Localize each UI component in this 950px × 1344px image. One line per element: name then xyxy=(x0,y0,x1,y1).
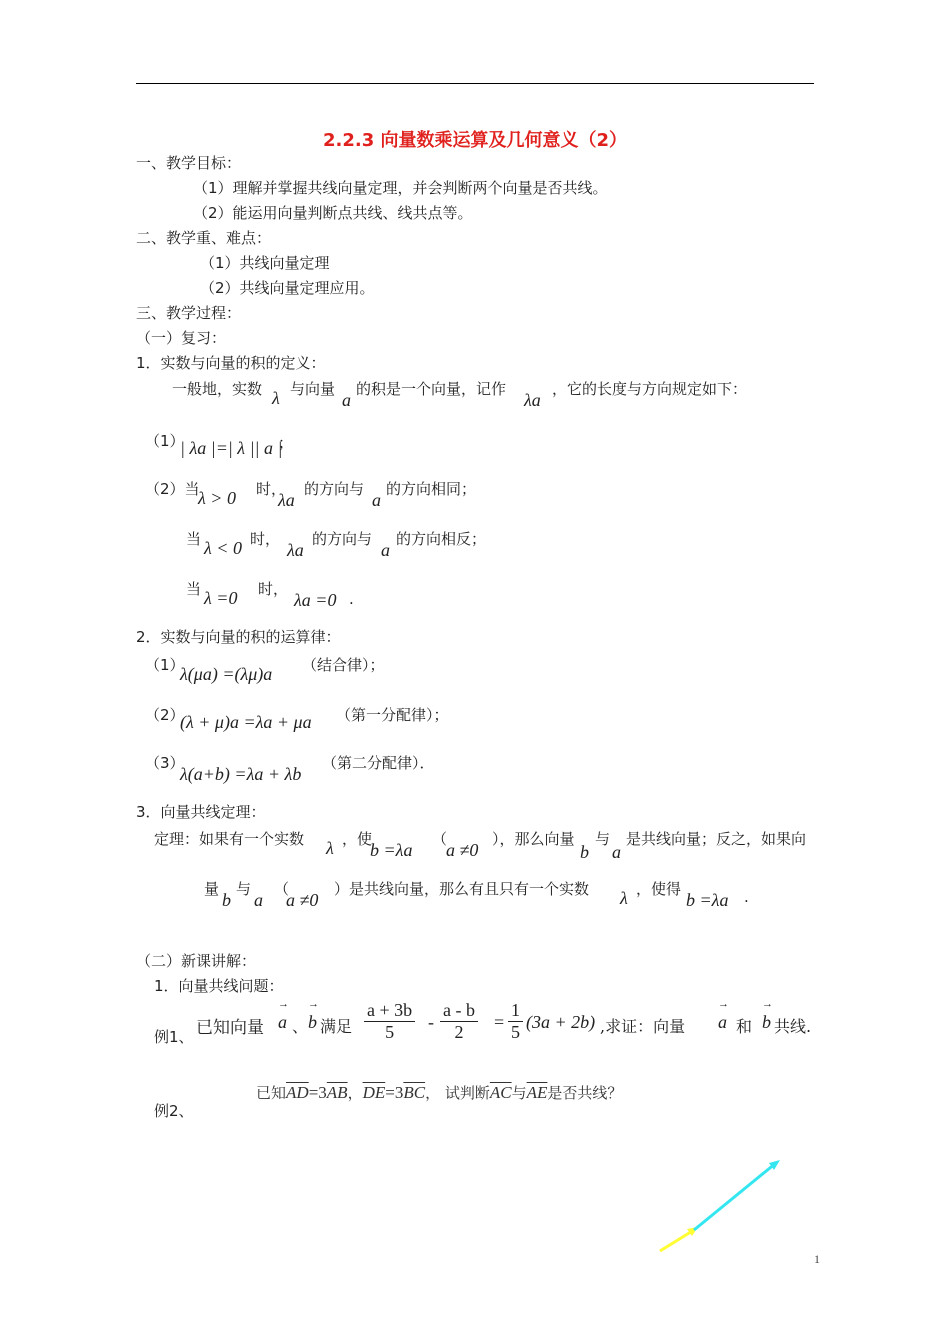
case-2-lambda-a: λa xyxy=(278,490,295,510)
theorem-condition-2: a ≠0 xyxy=(286,890,319,910)
section-heading-process: 三、教学过程： xyxy=(136,304,242,322)
collinear-arrows-figure xyxy=(650,1150,790,1260)
example-1-vector-a-2: → a xyxy=(718,1012,727,1033)
example-1-minus: - xyxy=(428,1012,434,1032)
collinear-problem-heading: 1．向量共线问题： xyxy=(154,977,284,995)
example-2-DE: $\overline{DE}$ xyxy=(362,1083,386,1102)
theorem-text-8: ）是共线向量，那么有且只有一个实数 xyxy=(334,880,590,898)
case-3-a: a xyxy=(381,540,390,560)
example-1-text-pre: 已知向量 xyxy=(196,1018,264,1038)
example-2-comma: ， xyxy=(347,1084,363,1102)
case-2-condition: λ > 0 xyxy=(198,488,236,508)
example-1-sep: 、 xyxy=(292,1017,309,1036)
case-1-label: （1） xyxy=(145,432,185,450)
intro-lambda: λ xyxy=(272,388,280,408)
law-3-formula: λ(a+b) =λa + λb xyxy=(180,764,302,784)
example-2-BC: $\overline{BC}$ xyxy=(403,1083,426,1102)
law-1-note: （结合律）； xyxy=(302,656,385,674)
example-1-end: 共线. xyxy=(774,1017,812,1036)
example-1-rhs: (3a + 2b) xyxy=(526,1012,596,1032)
example-2-AC: $\overline{AC}$ xyxy=(489,1083,512,1102)
theorem-text-9: ，使得 xyxy=(636,880,682,898)
example-1-fraction-2: $\frac{a - b}{2}$ xyxy=(440,1000,478,1043)
law-2-note: （第一分配律）； xyxy=(336,706,449,724)
theorem-lambda-1: λ xyxy=(326,838,334,858)
example-1-vector-b: → b xyxy=(308,1012,317,1033)
example-1-vector-b-2: → b xyxy=(762,1012,771,1033)
theorem-equation-1: b =λa xyxy=(370,840,413,860)
section-heading-key-points: 二、教学重、难点： xyxy=(136,229,272,247)
page-title: 2.2.3 向量数乘运算及几何意义（2） xyxy=(322,130,628,151)
intro-text-1: 一般地，实数 xyxy=(172,380,263,398)
law-1-formula: λ(μa) =(λμ)a xyxy=(180,664,273,684)
example-1-vector-a: → a xyxy=(278,1012,287,1033)
key-point-item-1: （1）共线向量定理 xyxy=(200,254,330,272)
case-3-pre: 当 xyxy=(186,530,202,548)
long-arrow-line xyxy=(694,1163,776,1230)
example-2-text xyxy=(256,1082,622,1103)
example-1-label: 例1、 xyxy=(154,1028,194,1046)
short-arrow-line xyxy=(660,1230,694,1251)
example-1-equals: = xyxy=(494,1012,505,1032)
theorem-text-4: 与 xyxy=(595,830,611,848)
theorem-paren-1: （ xyxy=(432,830,448,848)
intro-text-4: ，它的长度与方向规定如下： xyxy=(552,380,748,398)
theorem-end: . xyxy=(744,888,749,906)
page-number: 1 xyxy=(814,1252,820,1266)
objective-item-2: （2）能运用向量判断点共线、线共点等。 xyxy=(193,204,473,222)
theorem-paren-2: （ xyxy=(274,880,290,898)
case-4-when: 时， xyxy=(258,580,289,598)
law-1-label: （1） xyxy=(145,656,185,674)
law-2-label: （2） xyxy=(145,706,185,724)
law-3-label: （3） xyxy=(145,754,185,772)
review-heading: （一）复习： xyxy=(136,329,227,347)
definition-heading: 1．实数与向量的积的定义： xyxy=(136,354,326,372)
new-lesson-heading: （二）新课讲解： xyxy=(136,952,257,970)
case-4-condition: λ =0 xyxy=(204,588,238,608)
theorem-lambda-2: λ xyxy=(620,888,628,908)
theorem-vector-a-2: a xyxy=(254,890,263,910)
case-2-label: （2）当 xyxy=(145,480,200,498)
case-3-condition: λ < 0 xyxy=(204,538,242,558)
case-3-when: 时， xyxy=(250,530,281,548)
theorem-vector-b-1: b xyxy=(580,842,589,862)
theorem-text-6: 量 xyxy=(204,880,220,898)
example-2-question-2: 是否共线？ xyxy=(547,1084,623,1102)
example-2-AD: $\overline{AD}$ xyxy=(286,1083,309,1102)
theorem-text-2: ，使 xyxy=(342,830,373,848)
case-3-mid: 的方向与 xyxy=(312,530,373,548)
example-2-eq1: =3 xyxy=(308,1083,327,1102)
key-point-item-2: （2）共线向量定理应用。 xyxy=(200,279,375,297)
case-2-mid: 的方向与 xyxy=(304,480,365,498)
example-1-fraction-3: $\frac{1}{5}$ xyxy=(508,1000,523,1043)
law-2-formula: (λ + μ)a =λa + μa xyxy=(180,712,312,732)
example-2-question-1: ， 试判断 xyxy=(425,1084,490,1102)
intro-vector-a: a xyxy=(342,390,351,410)
theorem-text-5: 是共线向量；反之，如果向 xyxy=(626,830,807,848)
case-1-tail: ； xyxy=(278,434,294,452)
theorem-text-3: ），那么向量 xyxy=(492,830,575,848)
theorem-text-7: 与 xyxy=(236,880,252,898)
law-3-note: （第二分配律）． xyxy=(322,754,435,772)
laws-heading: 2．实数与向量的积的运算律： xyxy=(136,628,341,646)
theorem-vector-b-2: b xyxy=(222,890,231,910)
example-1-prove: ,求证：向量 xyxy=(600,1017,686,1036)
example-2-eq2: =3 xyxy=(385,1083,404,1102)
case-3-end: 的方向相反； xyxy=(396,530,487,548)
example-2-AE: $\overline{AE}$ xyxy=(526,1083,548,1102)
section-heading-objectives: 一、教学目标： xyxy=(136,154,242,172)
example-1-fraction-1: $\frac{a + 3b}{5}$ xyxy=(364,1000,415,1043)
intro-text-2: 与向量 xyxy=(290,380,336,398)
case-4-pre: 当 xyxy=(186,580,202,598)
intro-text-3: 的积是一个向量，记作 xyxy=(356,380,507,398)
theorem-text-1: 定理：如果有一个实数 xyxy=(154,830,305,848)
example-1-cond: 满足 xyxy=(320,1017,353,1036)
intro-lambda-a: λa xyxy=(524,390,541,410)
case-4-equation: λa =0 xyxy=(294,590,337,610)
case-2-end: 的方向相同； xyxy=(386,480,477,498)
theorem-equation-2: b =λa xyxy=(686,890,729,910)
theorem-condition-1: a ≠0 xyxy=(446,840,479,860)
example-2-and: 与 xyxy=(511,1084,527,1102)
header-rule xyxy=(136,83,814,84)
theorem-vector-a-1: a xyxy=(612,842,621,862)
case-1-formula: | λa |=| λ || a | xyxy=(180,438,283,458)
example-2-pre: 已知 xyxy=(256,1084,287,1102)
example-2-AB: $\overline{AB}$ xyxy=(326,1083,348,1102)
objective-item-1: （1）理解并掌握共线向量定理，并会判断两个向量是否共线。 xyxy=(193,179,608,197)
case-3-lambda-a: λa xyxy=(287,540,304,560)
example-1-and: 和 xyxy=(736,1017,753,1036)
theorem-heading: 3．向量共线定理： xyxy=(136,803,266,821)
case-2-a: a xyxy=(372,490,381,510)
example-2-label: 例2、 xyxy=(154,1102,194,1120)
case-4-end: . xyxy=(349,590,354,608)
case-2-when: 时， xyxy=(256,480,287,498)
